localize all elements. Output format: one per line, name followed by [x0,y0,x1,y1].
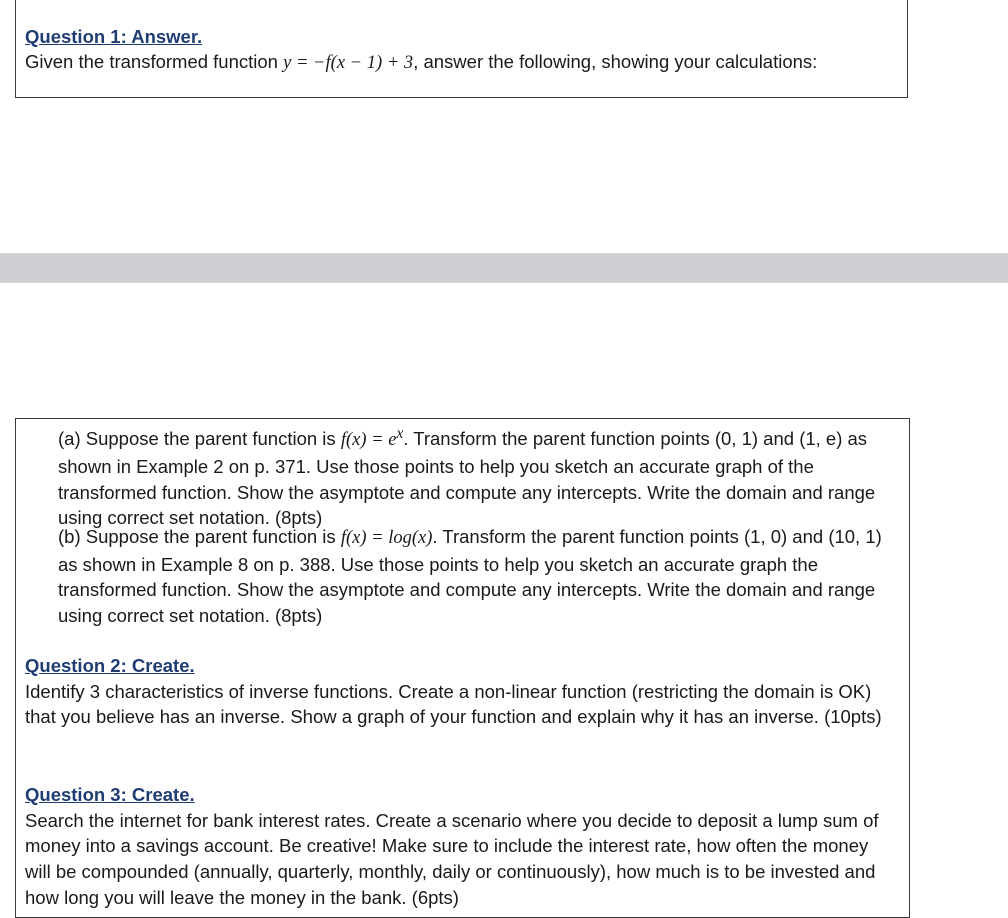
question-1-heading: Question 1: Answer. [25,26,203,47]
gray-divider-band [0,253,1008,283]
question-2-heading: Question 2: Create. [25,655,195,676]
part-b-equation: f(x) = log(x) [340,528,433,548]
question-1-equation: y = −f(x − 1) + 3 [283,53,414,73]
questions-box [15,418,910,918]
question-3 [25,782,895,911]
question-1-box [15,0,908,98]
part-a [58,421,898,531]
part-b-before: (b) Suppose the parent function is [58,526,341,547]
question-1-intro-after: , answer the following, showing your calculations: [413,51,818,72]
part-a-equation-exponent: x [396,425,404,442]
part-a-equation [340,425,404,451]
part-a-after: . Transform the parent function points (0, 1) and (1, e) as shown in Example 2 on p. 371. Use those points to help you sketch an accurate graph of the transformed function. Show the asymptote and compute any intercepts. Write the domain and range using correct set notation. (8pts) [58,428,876,529]
part-b [58,524,898,629]
question-1-intro [25,49,895,76]
part-a-before: (a) Suppose the parent function is [58,428,341,450]
question-1-intro-before: Given the transformed function [25,51,284,72]
question-2-text: Identify 3 characteristics of inverse functions. Create a non-linear function (restricting the domain is OK) that you believe has an inverse. Show a graph of your function and explain why it has an inverse. (10pts) [25,680,882,728]
question-3-heading: Question 3: Create. [25,784,195,805]
part-b-after: . Transform the parent function points (1, 0) and (10, 1) as shown in Example 8 on p. 388. Use those points to help you sketch an accurate graph the transformed function. Show the asymptote and compute any intercepts. Write the domain and range using correct set notation. (8pts) [58,526,882,627]
question-2 [25,653,895,730]
question-3-text: Search the internet for bank interest rates. Create a scenario where you decide to deposit a lump sum of money into a savings account. Be creative! Make sure to include the interest rate, how often the money will be compounded (annually, quarterly, monthly, daily or continuously), how much is to be invested and how long you will leave the money in the bank. (6pts) [25,809,879,908]
part-a-equation-base: f(x) = e [340,430,397,451]
